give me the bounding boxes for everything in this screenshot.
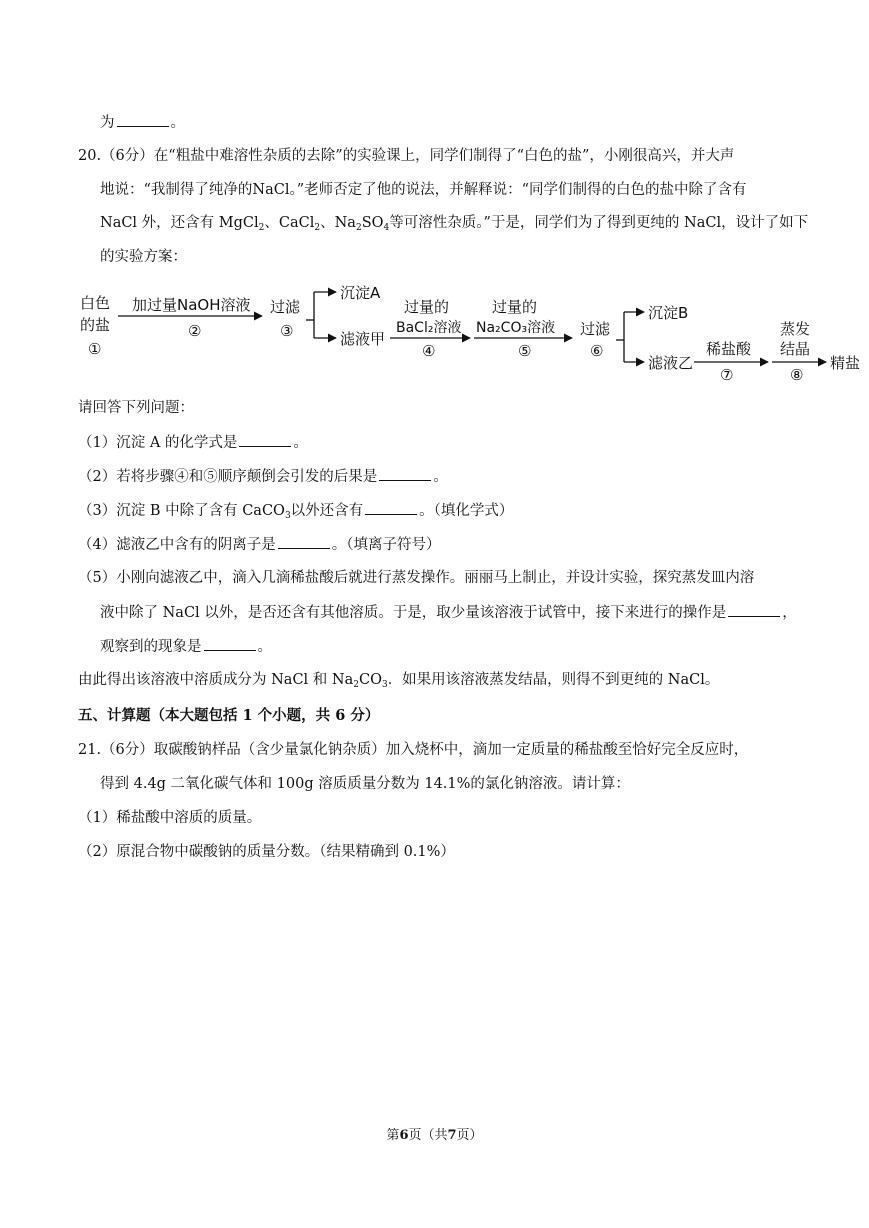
- answer-blank: [204, 636, 256, 651]
- flow-circle-number: ④: [422, 342, 436, 360]
- answer-blank: [379, 466, 431, 481]
- answer-blank: [728, 602, 780, 617]
- flow-step-label: 过量的: [404, 298, 450, 316]
- answer-blank: [365, 500, 417, 515]
- flow-circle-number: ⑥: [590, 342, 604, 360]
- flow-step-label: 蒸发: [780, 320, 811, 338]
- text: 以外还含有: [290, 503, 364, 519]
- text: 页）: [456, 1128, 483, 1143]
- text: （1）沉淀 A 的化学式是: [78, 435, 238, 451]
- text: 第: [386, 1128, 400, 1143]
- subquestion-3: [78, 500, 513, 521]
- subscript: 2: [314, 223, 321, 233]
- answer-blank: [117, 112, 169, 127]
- question-21-line2: 得到 4.4g 二氧化碳气体和 100g 溶质质量分数为 14.1%的氯化钠溶液。请计算：: [100, 776, 630, 792]
- flow-precipitate-b: 沉淀B: [648, 304, 689, 322]
- flow-step-label: 过量的: [492, 298, 538, 316]
- prompt-line: 请回答下列问题：: [78, 400, 194, 416]
- flow-step-label: BaCl₂溶液: [396, 320, 462, 336]
- subscript: 2: [355, 223, 362, 233]
- flow-circle-number: ②: [188, 322, 202, 340]
- question-20-line3: [100, 213, 808, 233]
- flow-filtrate-b: 滤液乙: [648, 354, 694, 372]
- flow-circle-number: ⑤: [518, 342, 532, 360]
- question-20-line1: 20.（6分）在“粗盐中难溶性杂质的去除”的实验课上，同学们制得了“白色的盐”，小刚很高兴，并大声: [78, 148, 735, 164]
- flow-step-label: 加过量NaOH溶液: [132, 296, 251, 314]
- subquestion-4: [78, 534, 440, 555]
- question-21-sub1: （1）稀盐酸中溶质的质量。: [78, 810, 262, 826]
- subquestion-2: [78, 466, 448, 487]
- text: 。（填化学式）: [419, 503, 514, 519]
- text: 。（填离子符号）: [331, 537, 441, 553]
- section-heading: 五、计算题（本大题包括 1 个小题，共 6 分）: [78, 707, 380, 724]
- question-21-line1: 21.（6分）取碳酸钠样品（含少量氯化钠杂质）加入烧杯中，滴加一定质量的稀盐酸至恰好完全反应时，: [78, 742, 749, 758]
- conclusion-line: [78, 670, 719, 690]
- subquestion-1: [78, 432, 308, 453]
- subquestion-5-line1: （5）小刚向滤液乙中，滴入几滴稀盐酸后就进行蒸发操作。丽丽马上制止，并设计实验，探究蒸发皿内溶: [78, 570, 755, 586]
- subscript: 2: [353, 680, 359, 690]
- text: ．如果用该溶液蒸发结晶，则得不到更纯的 NaCl。: [387, 672, 720, 688]
- flow-step-label: Na₂CO₃溶液: [476, 320, 556, 336]
- page-number: 6: [399, 1128, 409, 1143]
- question-20-line2: 地说：“我制得了纯净的NaCl。”老师否定了他的说法，并解释说：“同学们制得的白色的盐中除了含有: [100, 182, 747, 198]
- text: （3）沉淀 B 中除了含有 CaCO: [78, 503, 285, 519]
- subscript: 3: [284, 511, 291, 521]
- flow-start-label: 白色: [80, 294, 111, 312]
- text: 页（共: [408, 1128, 448, 1143]
- subscript: 2: [258, 223, 265, 233]
- flow-circle-number: ⑦: [720, 366, 734, 382]
- experiment-flowchart: [78, 282, 868, 382]
- flow-filter-label: 过滤: [580, 320, 611, 338]
- text: 为: [100, 115, 115, 131]
- flow-circle-number: ①: [88, 340, 102, 358]
- flow-filtrate-a: 滤液甲: [340, 330, 386, 348]
- subscript: 3: [381, 680, 388, 690]
- answer-blank: [278, 534, 330, 549]
- page-footer: [0, 1124, 869, 1143]
- text: （4）滤液乙中含有的阴离子是: [78, 537, 276, 553]
- flow-circle-number: ③: [280, 322, 294, 340]
- subscript: 4: [383, 223, 390, 233]
- text: 等可溶性杂质。”于是，同学们为了得到更纯的 NaCl，设计了如下: [389, 215, 809, 231]
- flow-filter-label: 过滤: [270, 298, 301, 316]
- flow-end-label: 精盐: [830, 354, 861, 372]
- flow-step-label: 稀盐酸: [706, 340, 752, 358]
- text: 液中除了 NaCl 以外，是否还含有其他溶质。于是，取少量该溶液于试管中，接下来进行的操作是: [100, 605, 727, 621]
- text: 。: [293, 435, 308, 451]
- text: 。: [257, 639, 272, 655]
- text: （2）若将步骤④和⑤顺序颠倒会引发的后果是: [78, 469, 378, 485]
- flow-step-label: 结晶: [780, 340, 811, 358]
- text: 、Na: [320, 215, 356, 231]
- text: 、CaCl: [264, 215, 315, 231]
- answer-blank: [239, 432, 291, 447]
- text: NaCl 外，还含有 MgCl: [100, 215, 259, 231]
- question-21-sub2: （2）原混合物中碳酸钠的质量分数。（结果精确到 0.1%）: [78, 844, 455, 860]
- text: CO: [358, 672, 382, 688]
- subquestion-5-line2: [100, 602, 797, 623]
- flow-precipitate-a: 沉淀A: [340, 284, 381, 302]
- total-pages: 7: [447, 1128, 457, 1143]
- text: ，: [782, 605, 797, 621]
- flow-circle-number: ⑧: [790, 366, 804, 382]
- text: 。: [433, 469, 448, 485]
- text: 由此得出该溶液中溶质成分为 NaCl 和 Na: [78, 672, 354, 688]
- text: 。: [170, 115, 185, 131]
- text: 观察到的现象是: [100, 639, 202, 655]
- subquestion-5-line3: [100, 636, 272, 657]
- answer-line-prev: [100, 112, 185, 133]
- flow-start-label: 的盐: [80, 316, 111, 334]
- question-20-line4: 的实验方案：: [100, 249, 187, 265]
- text: SO: [361, 215, 384, 231]
